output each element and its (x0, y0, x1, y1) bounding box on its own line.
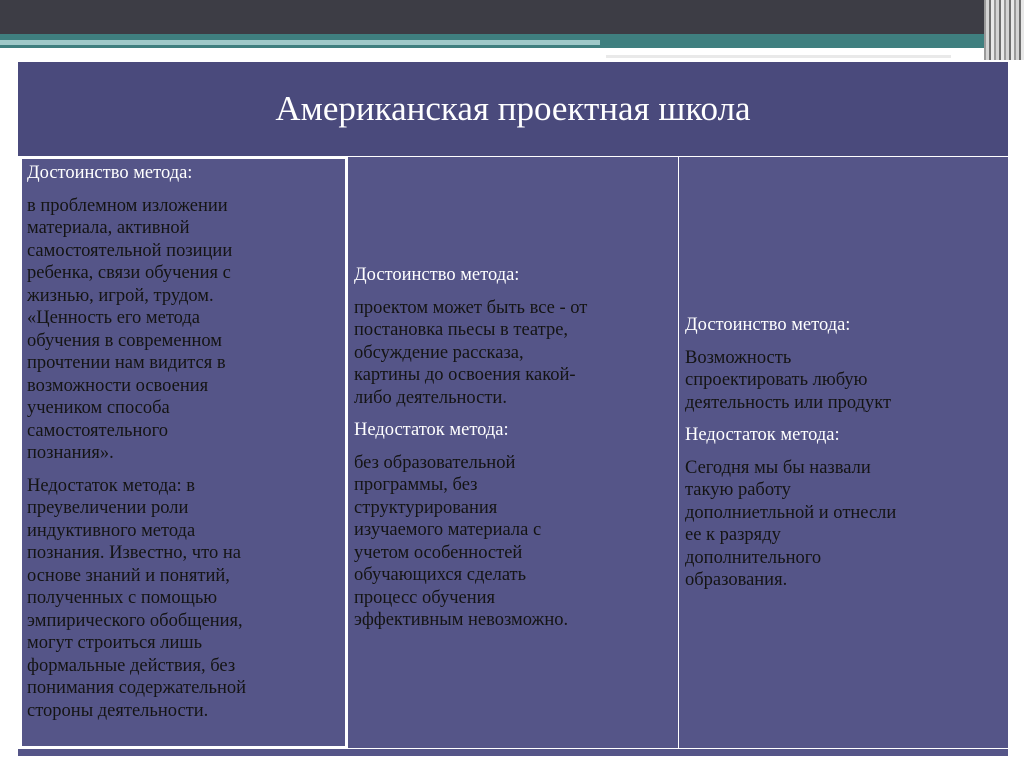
top-decor-bar (0, 0, 1024, 34)
flaw-text: без образовательной программы, без структурирования изучаемого материала с учетом особенностей обучающихся сделать процесс обучения эффективным невозможно. (354, 452, 569, 630)
flaw-text: Недостаток метода: в преувеличении роли индуктивного метода познания. Известно, что на основе знаний и понятий, полученных с помощью эмпирического обобщения, могут строиться лишь формальные действия, без понимания содержательной стороны деятельности. (27, 475, 247, 721)
merit-label: Достоинство метода: (685, 315, 851, 335)
merit-label: Достоинство метода: (27, 163, 193, 183)
merit-label: Достоинство метода: (354, 265, 520, 285)
merit-text: проектом может быть все - от постановка пьесы в театре, обсуждение рассказа, картины до освоения какой- либо деятельности. (354, 297, 588, 408)
column-1-text (27, 162, 343, 722)
slide-bottom-edge (18, 749, 1008, 756)
teal-decor-highlight (0, 40, 600, 45)
column-2-text (354, 264, 674, 632)
column-3-text (685, 314, 1001, 592)
flaw-text: Сегодня мы бы назвали такую работу дополниетльной и отнесли ее к разряду дополнительного образования. (685, 457, 897, 590)
corner-stripes-decor (984, 0, 1024, 60)
flaw-label: Недостаток метода: (685, 425, 840, 445)
flaw-label: Недостаток метода: (354, 420, 509, 440)
merit-text: в проблемном изложении материала, активной самостоятельной позиции ребенка, связи обучения с жизнью, игрой, трудом. «Ценность его метода обучения в современном прочтении нам видится в возможности освоения учеником способа самостоятельного познания». (27, 195, 233, 463)
white-decor-line (606, 55, 951, 58)
slide-title: Американская проектная школа (275, 89, 751, 128)
merit-text: Возможность спроектировать любую деятельность или продукт (685, 347, 892, 413)
